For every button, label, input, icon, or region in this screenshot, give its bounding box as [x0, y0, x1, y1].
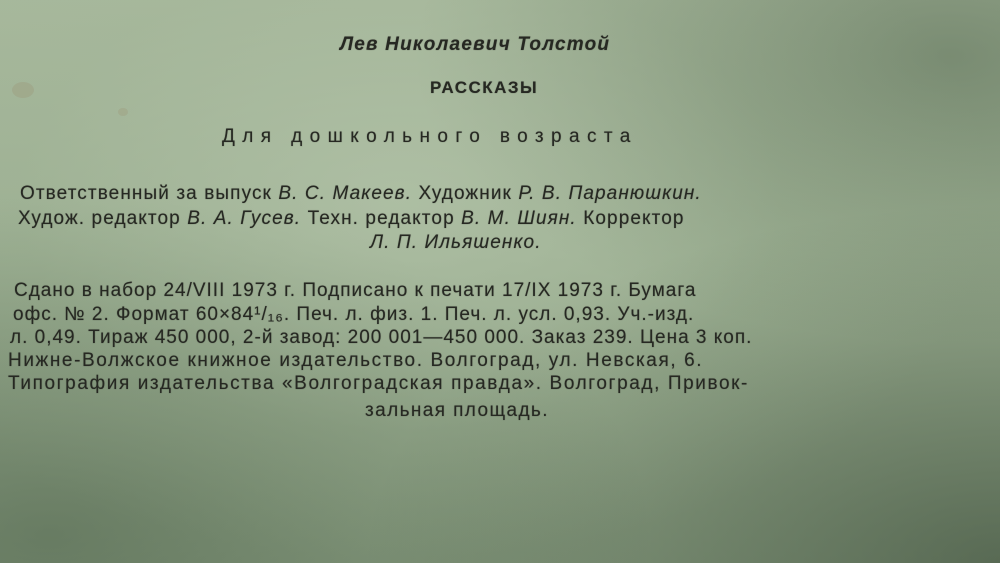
responsible-label: Ответственный за выпуск	[20, 183, 272, 204]
author-name: Лев Николаевич Толстой	[340, 34, 611, 55]
tech-editor-label: Техн. редактор	[307, 208, 455, 229]
paper-stain	[12, 82, 34, 98]
imprint-line-1: Сдано в набор 24/VIII 1973 г. Подписано к печати 17/IX 1973 г. Бумага	[14, 280, 697, 301]
credits-line-1	[20, 183, 702, 205]
credits-line-3	[370, 232, 542, 254]
artist-name: Р. В. Паранюшкин.	[518, 183, 702, 204]
credits-line-2	[18, 208, 685, 230]
book-title: РАССКАЗЫ	[430, 78, 539, 97]
imprint-line-5: Типография издательства «Волгоградская правда». Волгоград, Привок-	[8, 373, 749, 394]
art-editor-label: Худож. редактор	[18, 208, 181, 229]
responsible-name: В. С. Макеев.	[278, 183, 413, 204]
tech-editor-name: В. М. Шиян.	[461, 208, 577, 229]
artist-label: Художник	[418, 183, 512, 204]
proofreader-name: Л. П. Ильяшенко.	[370, 232, 542, 253]
imprint-line-3: л. 0,49. Тираж 450 000, 2-й завод: 200 001—450 000. Заказ 239. Цена 3 коп.	[10, 327, 753, 348]
book-subtitle: Для дошкольного возраста	[222, 126, 638, 147]
imprint-line-6: зальная площадь.	[365, 400, 549, 421]
paper-stain	[118, 108, 128, 116]
imprint-line-2: офс. № 2. Формат 60×84¹/₁₆. Печ. л. физ. 1. Печ. л. усл. 0,93. Уч.-изд.	[13, 304, 695, 325]
proofreader-label: Корректор	[583, 208, 685, 229]
art-editor-name: В. А. Гусев.	[187, 208, 302, 229]
imprint-line-4: Нижне-Волжское книжное издательство. Волгоград, ул. Невская, 6.	[8, 350, 704, 371]
